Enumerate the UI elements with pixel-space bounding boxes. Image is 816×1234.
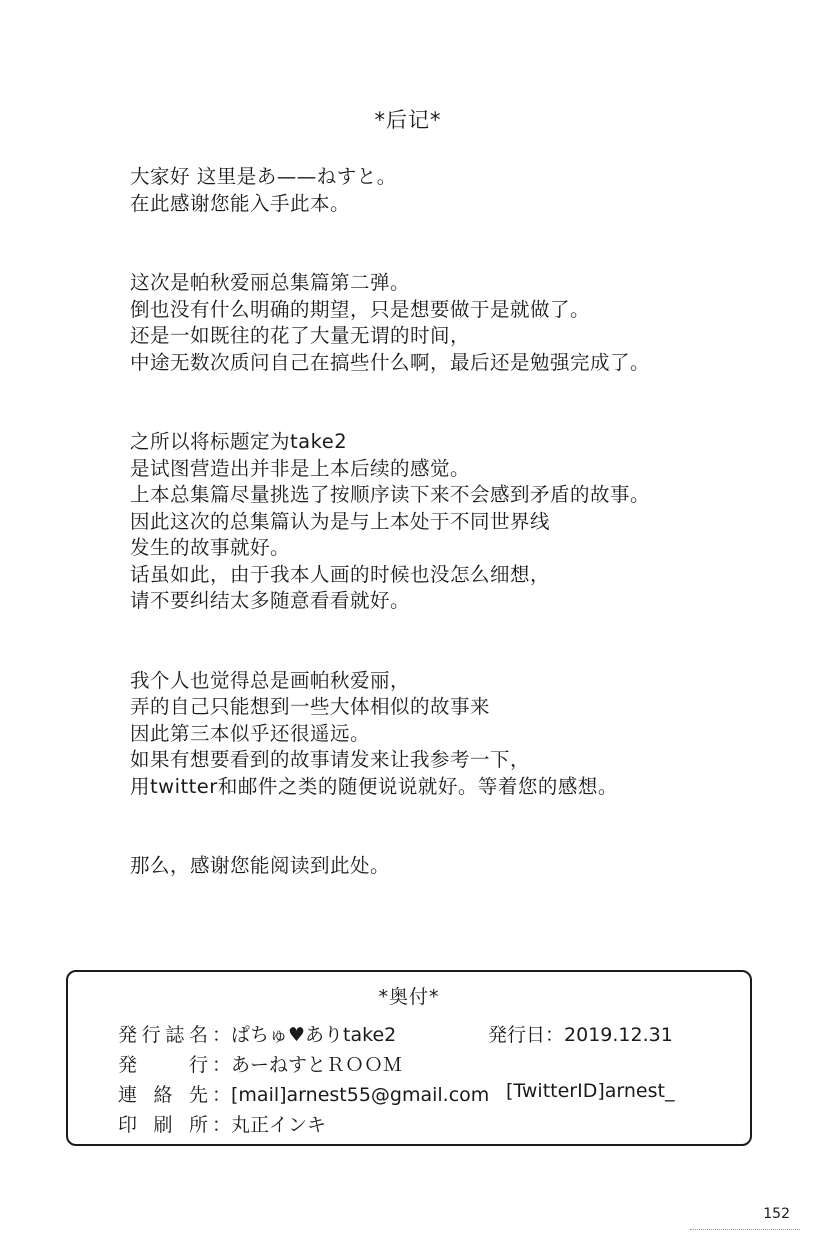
text-line: 因此第三本似乎还很遥远。	[130, 721, 371, 745]
text-line: 之所以将标题定为take2	[130, 430, 348, 453]
text-line: 那么，感谢您能阅读到此处。	[130, 854, 391, 877]
text-line: 是试图营造出并非是上本后续的感觉。	[130, 456, 471, 480]
printer-value: ：丸正インキ	[212, 1114, 327, 1136]
text-line: 还是一如既往的花了大量无谓的时间，	[130, 324, 471, 347]
colophon-box	[66, 970, 752, 1146]
text-line: 请不要纠结太多随意看看就好。	[130, 589, 411, 612]
afterword-body	[130, 164, 770, 933]
text-line: 用twitter和邮件之类的随便说说就好。等着您的感想。	[130, 774, 618, 798]
twitter-value: [TwitterID]arnest_	[506, 1080, 675, 1102]
paragraph-title-reason	[130, 429, 770, 615]
date-label: 発行日	[488, 1024, 546, 1046]
text-line: 大家好 这里是あ——ねすと。	[130, 165, 397, 188]
date-value: ：2019.12.31	[545, 1024, 673, 1046]
paragraph-greeting	[130, 164, 770, 217]
publisher-value: ：あーねすとＲＯＯＭ	[212, 1054, 403, 1076]
text-line: 中途无数次质问自己在搞些什么啊，最后还是勉强完成了。	[130, 350, 651, 374]
publisher-label: 発 行	[118, 1054, 208, 1076]
text-line: 在此感谢您能入手此本。	[130, 191, 351, 215]
book-value: ：ぱちゅ♥ありtake2	[212, 1024, 397, 1046]
book-label: 発行誌名	[118, 1024, 208, 1046]
colophon-row-book	[118, 1020, 673, 1047]
text-line: 弄的自己只能想到一些大体相似的故事来	[130, 695, 491, 718]
colophon-title: *奥付*	[378, 986, 440, 1008]
text-line: 倒也没有什么明确的期望，只是想要做于是就做了。	[130, 297, 591, 321]
contact-value: ：[mail]arnest55@gmail.com	[212, 1084, 490, 1106]
scan-edge-mark	[690, 1229, 800, 1233]
paragraph-about	[130, 270, 770, 376]
text-line: 发生的故事就好。	[130, 536, 291, 559]
text-line: 这次是帕秋爱丽总集篇第二弹。	[130, 271, 411, 294]
text-line: 话虽如此，由于我本人画的时候也没怎么细想，	[130, 562, 551, 586]
colophon-row-publisher	[118, 1050, 402, 1077]
contact-label: 連絡先	[118, 1084, 208, 1106]
paragraph-closing	[130, 853, 770, 880]
text-line: 我个人也觉得总是画帕秋爱丽，	[130, 668, 411, 692]
paragraph-request	[130, 668, 770, 801]
colophon-row-printer	[118, 1110, 326, 1137]
text-line: 因此这次的总集篇认为是与上本处于不同世界线	[130, 509, 551, 533]
colophon-row-contact	[118, 1080, 675, 1107]
page-number: 152	[763, 1206, 790, 1222]
printer-label: 印刷所	[118, 1114, 208, 1136]
text-line: 如果有想要看到的故事请发来让我参考一下，	[130, 748, 531, 771]
date-entry	[488, 1020, 673, 1047]
text-line: 上本总集篇尽量挑选了按顺序读下来不会感到矛盾的故事。	[130, 483, 651, 506]
afterword-title: *后记*	[374, 108, 442, 132]
